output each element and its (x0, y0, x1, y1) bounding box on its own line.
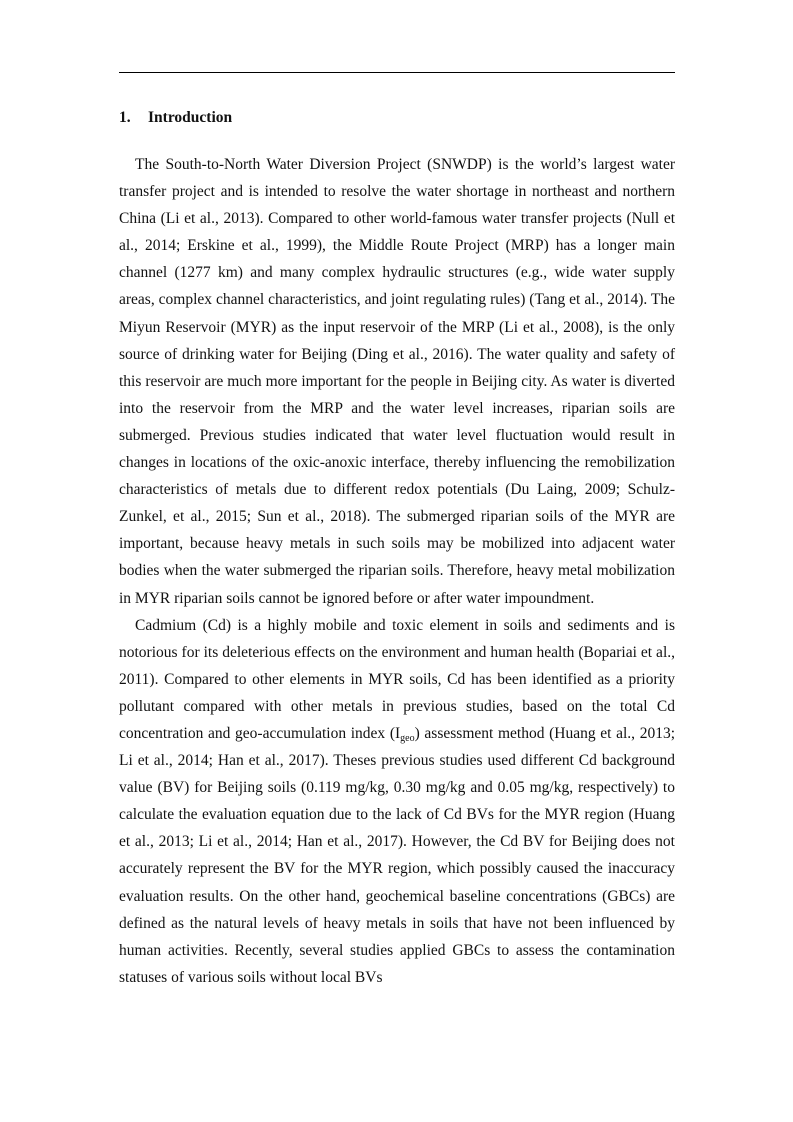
paragraph-snwdp: The South-to-North Water Diversion Project (SNWDP) is the world’s largest water transfer project and is intended to resolve the water shortage in northeast and northern China (Li et al., 2013). Compared to other world-famous water transfer projects (Null et al., 2014; Erskine et al., 1999), the Middle Route Project (MRP) has a longer main channel (1277 km) and many complex hydraulic structures (e.g., wide water supply areas, complex channel characteristics, and joint regulating rules) (Tang et al., 2014). The Miyun Reservoir (MYR) as the input reservoir of the MRP (Li et al., 2008), is the only source of drinking water for Beijing (Ding et al., 2016). The water quality and safety of this reservoir are much more important for the people in Beijing city. As water is diverted into the reservoir from the MRP and the water level increases, riparian soils are submerged. Previous studies indicated that water level fluctuation would result in changes in locations of the oxic-anoxic interface, thereby influencing the remobilization characteristics of metals due to different redox potentials (Du Laing, 2009; Schulz-Zunkel, et al., 2015; Sun et al., 2018). The submerged riparian soils of the MYR are important, because heavy metals in such soils may be mobilized into adjacent water bodies when the water submerged the riparian soils. Therefore, heavy metal mobilization in MYR riparian soils cannot be ignored before or after water impoundment. (119, 156, 675, 607)
paragraph-cadmium (119, 612, 675, 991)
paragraph-cadmium-part2: ) assessment method (Huang et al., 2013; Li et al., 2014; Han et al., 2017). Theses previous studies used different Cd background value (BV) for Beijing soils (0.119 mg/kg, 0.30 mg/kg and 0.05 mg/kg, respectively) to calculate the evaluation equation due to the lack of Cd BVs for the MYR region (Huang et al., 2013; Li et al., 2014; Han et al., 2017). However, the Cd BV for Beijing does not accurately represent the BV for the MYR region, which possibly caused the inaccuracy evaluation results. On the other hand, geochemical baseline concentrations (GBCs) are defined as the natural levels of heavy metals in soils that have not been influenced by human activities. Recently, several studies applied GBCs to assess the contamination statuses of various soils without local BVs (119, 724, 675, 986)
header-rule (119, 72, 675, 73)
section-heading (119, 108, 232, 128)
section-number: 1. (119, 109, 131, 126)
igeo-subscript: geo (400, 732, 415, 744)
section-title: Introduction (148, 109, 233, 126)
paragraph-cadmium-part1: Cadmium (Cd) is a highly mobile and toxic element in soils and sediments and is notorious for its deleterious effects on the environment and human health (Bopariai et al., 2011). Compared to other elements in MYR soils, Cd has been identified as a priority pollutant compared with other metals in previous studies, based on the total Cd concentration and geo-accumulation index (I (119, 616, 675, 742)
body-text (119, 151, 675, 991)
